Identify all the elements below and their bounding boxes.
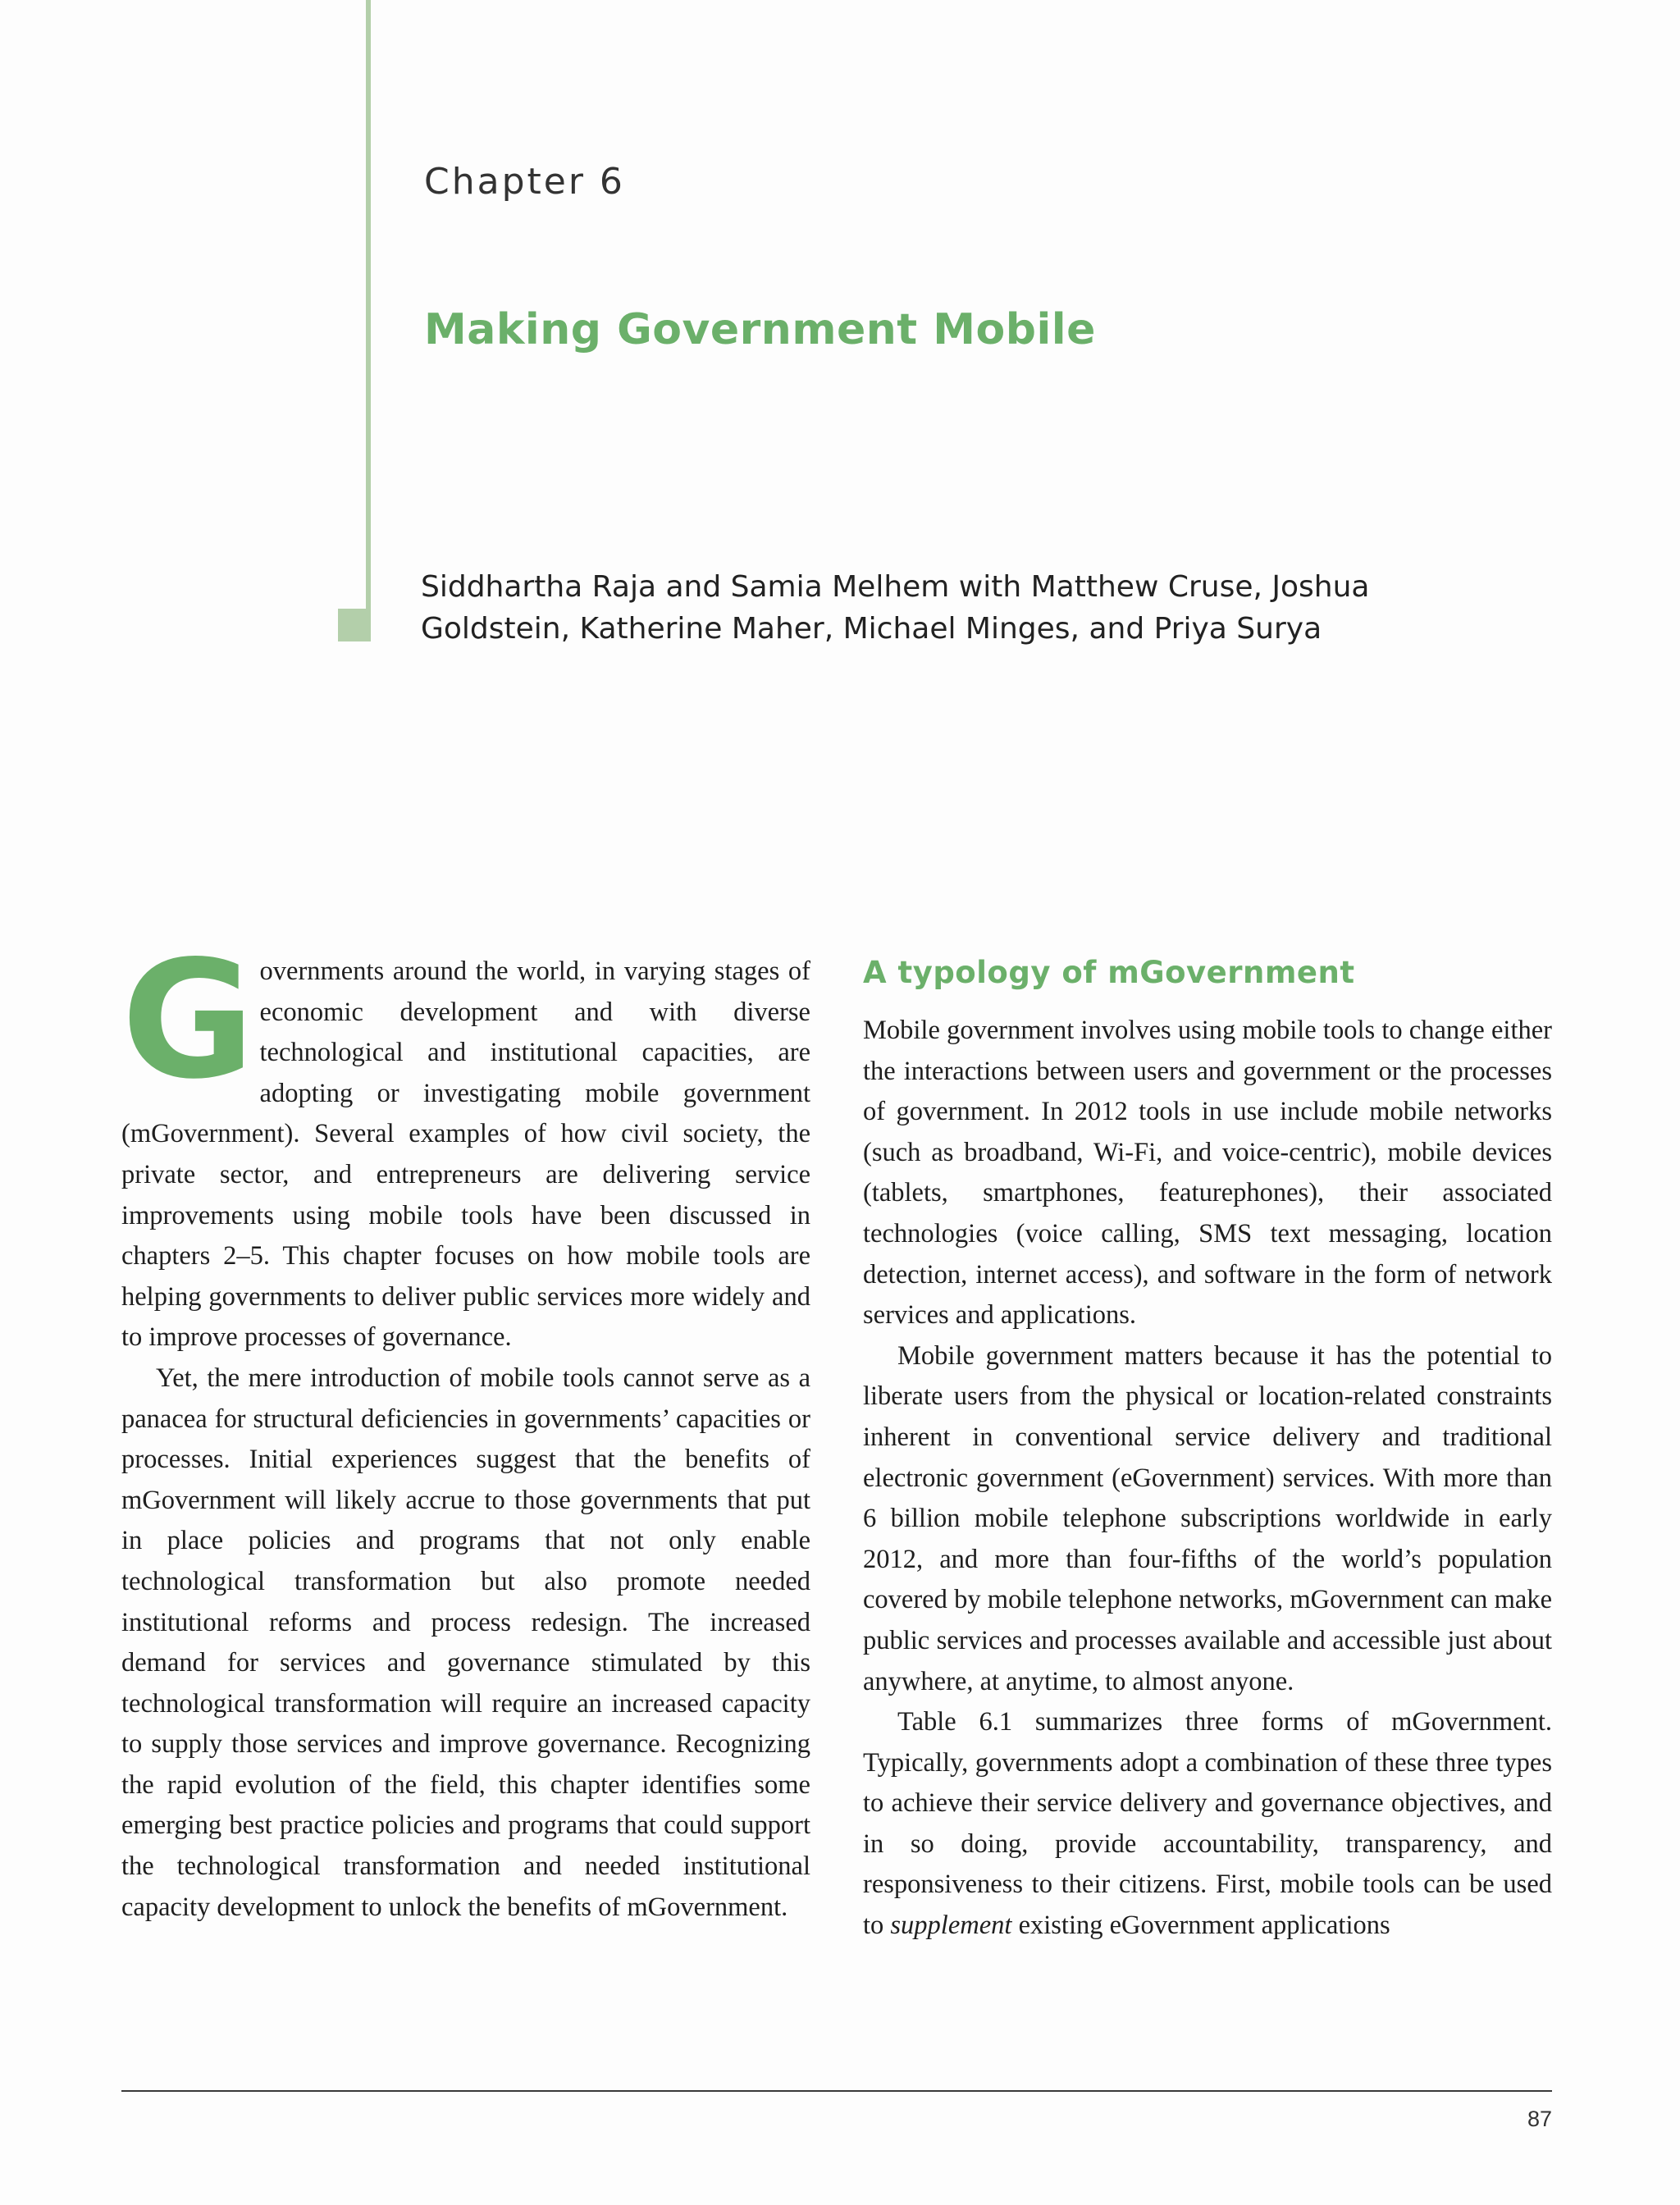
typology-paragraph-3 [863,1702,1552,1947]
chapter-authors [421,566,1487,650]
right-column [863,952,1552,1947]
left-column [121,925,810,1928]
chapter-square-marker [338,609,371,641]
chapter-label: Chapter 6 [424,161,625,203]
chapter-title: Making Government Mobile [424,305,1096,354]
intro-paragraph [121,925,810,1358]
typology-paragraph-3-text: Table 6.1 summarizes three forms of mGovernment. Typically, governments adopt a combination of these three types to achieve their service delivery and governance objectives, and in so doing, provide accountability, transparency, and responsiveness to their citizens. First, mobile tools can be used to [863,1707,1552,1941]
chapter-vertical-rule [366,0,371,637]
authors-line-1: Siddhartha Raja and Samia Melhem with Matthew Cruse, Joshua [421,570,1370,604]
body-paragraph-2: Yet, the mere introduction of mobile tools cannot serve as a panacea for structural deficiencies in governments’ capacities or processes. Initial experiences suggest that the benefits of mGovernment will likely accrue to those governments that put in place policies and programs that not only enable technological transformation but also promote needed institutional reforms and process redesign. The increased demand for services and governance stimulated by this technological transformation will require an increased capacity to supply those services and improve governance. Recognizing the rapid evolution of the field, this chapter identifies some emerging best practice policies and programs that could support the technological transformation and needed institutional capacity development to unlock the benefits of mGovernment. [121,1363,810,1922]
authors-line-2: Goldstein, Katherine Maher, Michael Minges, and Priya Surya [421,612,1322,646]
typology-paragraph-2: Mobile government matters because it has the potential to liberate users from the physical or location-related constraints inherent in conventional service delivery and traditional electronic government (eGovernment) services. With more than 6 billion mobile telephone subscriptions worldwide in early 2012, and more than four-fifths of the world’s population covered by mobile telephone networks, mGovernment can make public services and processes available and accessible just about anywhere, at anytime, to almost anyone. [863,1340,1552,1696]
emphasis-supplement: supplement [890,1911,1012,1941]
page-number: 87 [1527,2107,1552,2131]
typology-paragraph-3-continuation: existing eGovernment applications [1018,1911,1390,1941]
intro-paragraph-text: overnments around the world, in varying stages of economic development and with diverse technological and institutional capacities, are adopting or investigating mobile government (mGovernment). Several examples of how civil society, the private sector, and entrepreneurs are delivering service improvements using mobile tools have been discussed in chapters 2–5. This chapter focuses on how mobile tools are helping governments to deliver public services more widely and to improve processes of governance. [121,956,810,1353]
footer-rule [121,2090,1552,2092]
section-heading: A typology of mGovernment [863,955,1355,990]
drop-cap: G [121,925,252,1115]
typology-paragraph-1: Mobile government involves using mobile tools to change either the interactions between users and government or the processes of government. In 2012 tools in use include mobile networks (such as broadband, Wi-Fi, and voice-centric), mobile devices (tablets, smartphones, featurephones), their associated technologies (voice calling, SMS text messaging, location detection, internet access), and software in the form of network services and applications. [863,1016,1552,1331]
